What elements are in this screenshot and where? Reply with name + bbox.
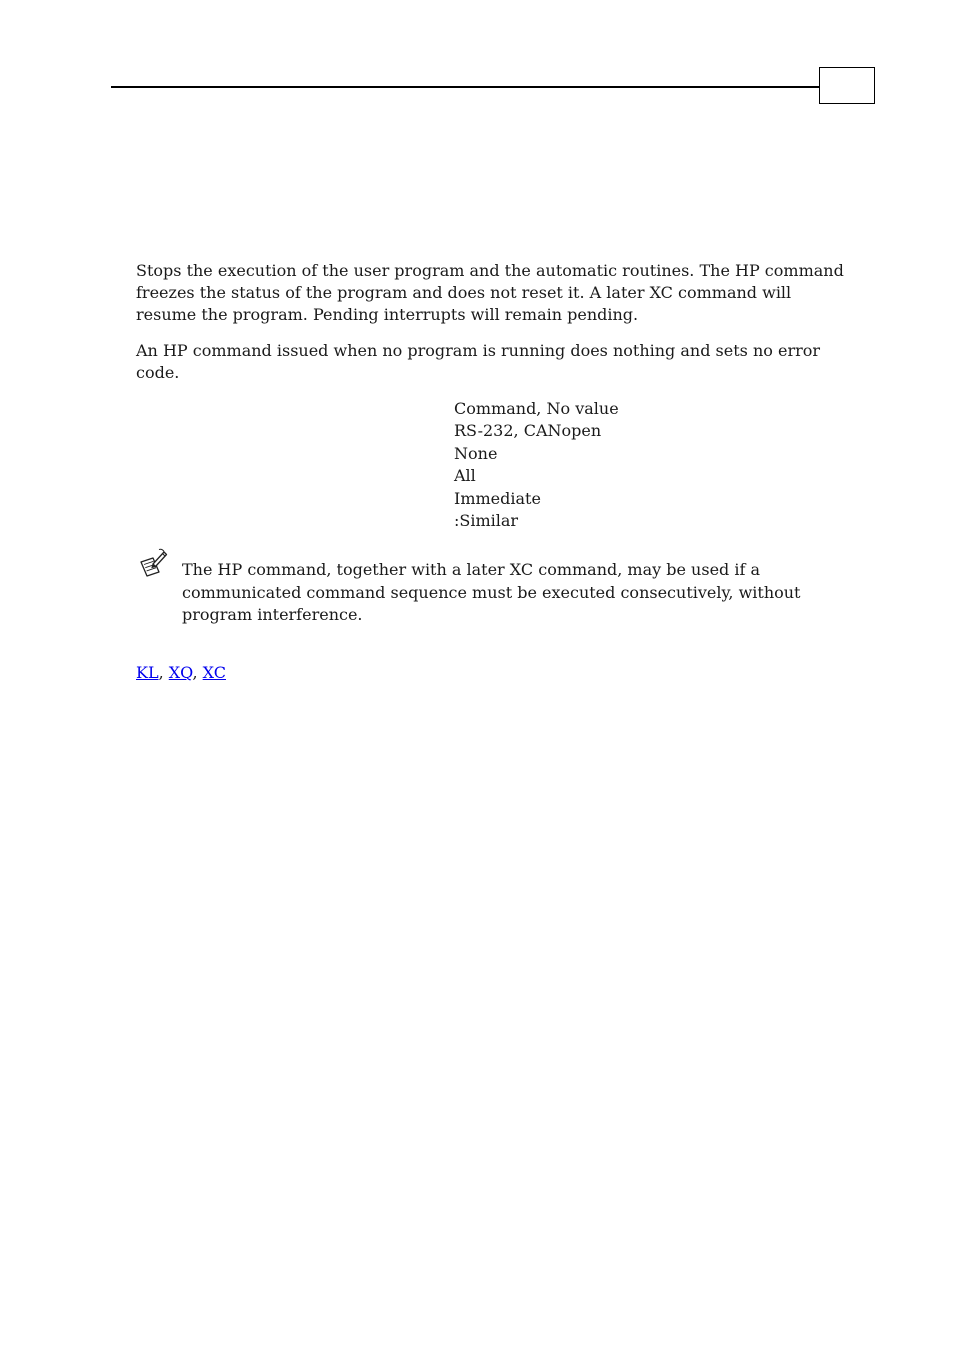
link-kl[interactable]: KL bbox=[136, 663, 159, 682]
attribute-source: RS-232, CANopen bbox=[454, 421, 602, 441]
attribute-values bbox=[454, 398, 619, 532]
text-line: communicated command sequence must be executed consecutively, without bbox=[182, 582, 801, 602]
text-line: freezes the status of the program and does not reset it. A later XC command will bbox=[136, 283, 792, 302]
no-program-paragraph bbox=[136, 340, 821, 384]
text-line: Stops the execution of the user program and the automatic routines. The HP command bbox=[136, 261, 844, 280]
page-number-box bbox=[819, 67, 875, 104]
link-xq[interactable]: XQ bbox=[168, 663, 193, 682]
attribute-similar: :Similar bbox=[454, 510, 519, 530]
text-line: An HP command issued when no program is running does nothing and sets no error bbox=[136, 341, 821, 360]
attribute-activation: Immediate bbox=[454, 488, 541, 508]
text-line: resume the program. Pending interrupts will remain pending. bbox=[136, 305, 639, 324]
attribute-restrictions: None bbox=[454, 443, 498, 463]
note-pencil-icon bbox=[138, 548, 168, 578]
text-line: code. bbox=[136, 363, 180, 382]
link-separator: , bbox=[192, 663, 203, 682]
link-separator: , bbox=[158, 663, 169, 682]
attribute-type: Command, No value bbox=[454, 399, 619, 418]
description-paragraph bbox=[136, 260, 844, 326]
text-line: The HP command, together with a later XC command, may be used if a bbox=[182, 560, 761, 579]
note-text bbox=[182, 559, 802, 627]
text-line: program interference. bbox=[182, 605, 363, 624]
link-xc[interactable]: XC bbox=[202, 663, 226, 682]
see-also-links bbox=[136, 662, 226, 684]
header-rule bbox=[111, 86, 820, 88]
attribute-scope: All bbox=[454, 466, 476, 486]
